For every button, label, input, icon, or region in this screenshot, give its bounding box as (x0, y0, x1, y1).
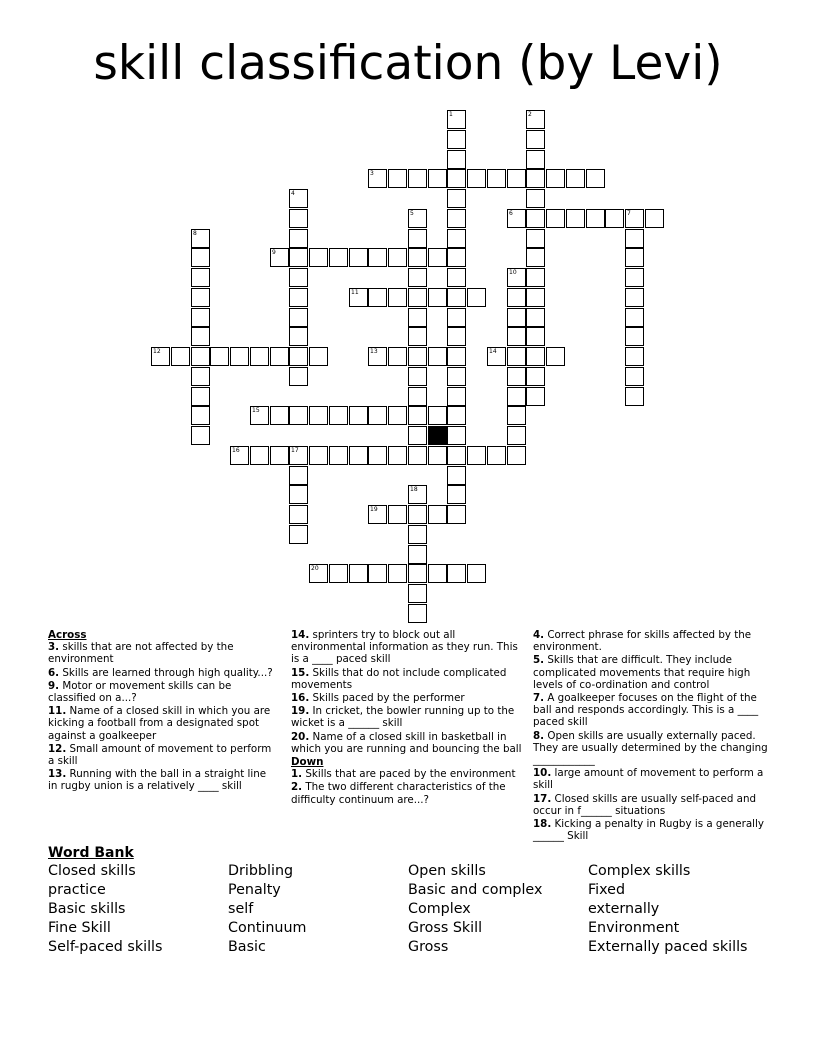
grid-cell[interactable] (507, 367, 526, 386)
grid-cell[interactable] (329, 564, 348, 583)
grid-cell[interactable] (408, 308, 427, 327)
grid-cell[interactable] (309, 446, 328, 465)
clue-number-label: 14. (291, 629, 310, 641)
grid-cell[interactable] (250, 446, 269, 465)
word-bank-entry: Complex (408, 901, 471, 917)
grid-cell[interactable] (289, 525, 308, 544)
grid-cell[interactable] (467, 288, 486, 307)
grid-cell[interactable] (289, 505, 308, 524)
clue-number: 3 (370, 170, 374, 177)
grid-cell[interactable] (230, 347, 249, 366)
word-bank-entry: externally (588, 901, 660, 917)
grid-cell[interactable] (447, 327, 466, 346)
grid-cell[interactable] (289, 446, 308, 465)
grid-cell[interactable] (507, 426, 526, 445)
grid-cell[interactable] (191, 308, 210, 327)
clue-text: Skills paced by the performer (309, 692, 465, 705)
word-bank-entry: self (228, 901, 254, 917)
grid-cell[interactable] (289, 209, 308, 228)
grid-cell[interactable] (408, 209, 427, 228)
grid-cell[interactable] (349, 248, 368, 267)
grid-cell[interactable] (309, 347, 328, 366)
grid-cell[interactable] (230, 446, 249, 465)
grid-cell[interactable] (408, 426, 427, 445)
down-clues-a (291, 768, 523, 806)
clue (48, 667, 278, 679)
clue-number-label: 11. (48, 705, 67, 718)
clue-number-label: 10. (533, 767, 552, 780)
down-clues-b (533, 629, 769, 842)
grid-cell[interactable] (191, 426, 210, 445)
grid-cell[interactable] (349, 406, 368, 425)
clues-column-2 (291, 629, 523, 807)
word-bank-entry: Basic and complex (408, 882, 543, 898)
grid-cell[interactable] (447, 387, 466, 406)
grid-cell[interactable] (191, 347, 210, 366)
grid-cell[interactable] (487, 169, 506, 188)
grid-cell[interactable] (526, 327, 545, 346)
grid-cell[interactable] (408, 347, 427, 366)
grid-cell[interactable] (191, 229, 210, 248)
grid-cell[interactable] (447, 485, 466, 504)
grid-cell[interactable] (191, 327, 210, 346)
grid-cell[interactable] (447, 308, 466, 327)
grid-cell[interactable] (507, 327, 526, 346)
grid-cell[interactable] (447, 406, 466, 425)
grid-cell[interactable] (388, 347, 407, 366)
grid-cell[interactable] (526, 288, 545, 307)
grid-cell[interactable] (408, 268, 427, 287)
grid-cell[interactable] (408, 288, 427, 307)
grid-cell[interactable] (625, 347, 644, 366)
clue-number-label: 3. (48, 641, 60, 654)
grid-cell[interactable] (546, 169, 565, 188)
clue (533, 692, 769, 729)
clue (291, 692, 523, 704)
clue (48, 705, 278, 742)
grid-cell[interactable] (270, 406, 289, 425)
grid-cell[interactable] (447, 505, 466, 524)
clues-column-3 (533, 629, 769, 843)
grid-cell[interactable] (625, 209, 644, 228)
grid-cell[interactable] (625, 268, 644, 287)
grid-cell[interactable] (171, 347, 190, 366)
clue-text: Skills that do not include complicated movements (291, 666, 507, 691)
grid-cell[interactable] (645, 209, 664, 228)
word-bank-column (48, 862, 228, 957)
grid-cell[interactable] (625, 248, 644, 267)
grid-cell[interactable] (526, 387, 545, 406)
clue-text: Kicking a penalty in Rugby is a generally ______ Skill (533, 818, 765, 843)
clue-number: 8 (193, 230, 197, 237)
clue (48, 743, 278, 767)
grid-cell[interactable] (191, 268, 210, 287)
grid-cell[interactable] (507, 387, 526, 406)
grid-cell[interactable] (526, 229, 545, 248)
grid-cell[interactable] (388, 505, 407, 524)
clue-number-label: 17. (533, 792, 552, 805)
word-bank-entry: Fixed (588, 882, 626, 898)
grid-cell[interactable] (368, 347, 387, 366)
grid-cell[interactable] (447, 268, 466, 287)
word-bank-entry: practice (48, 882, 106, 898)
grid-cell[interactable] (507, 268, 526, 287)
grid-cell[interactable] (507, 406, 526, 425)
across-clues-b (291, 629, 523, 755)
clue-number: 9 (272, 249, 276, 256)
clue (533, 767, 769, 791)
grid-cell[interactable] (447, 564, 466, 583)
grid-cell[interactable] (289, 189, 308, 208)
across-heading: Across (48, 629, 87, 641)
clue-text: Small amount of movement to perform a skill (48, 742, 272, 768)
grid-cell[interactable] (428, 169, 447, 188)
clue-number-label: 4. (533, 629, 545, 641)
grid-cell[interactable] (586, 209, 605, 228)
grid-cell[interactable] (467, 169, 486, 188)
grid-cell[interactable] (191, 406, 210, 425)
clue-text: Closed skills are usually self-paced and occur in f______ situations (533, 792, 757, 817)
clue-number: 7 (627, 210, 631, 217)
clue-text: The two different characteristics of the difficulty continuum are...? (291, 781, 506, 806)
clue (291, 781, 523, 805)
grid-cell[interactable] (210, 347, 229, 366)
grid-cell[interactable] (408, 485, 427, 504)
word-bank-entry: Fine Skill (48, 920, 111, 936)
grid-cell[interactable] (289, 308, 308, 327)
clue-number-label: 1. (291, 768, 303, 781)
grid-cell[interactable] (289, 229, 308, 248)
grid-cell[interactable] (428, 347, 447, 366)
clue (291, 731, 523, 755)
grid-cell[interactable] (526, 130, 545, 149)
grid-cell[interactable] (151, 347, 170, 366)
grid-cell[interactable] (467, 446, 486, 465)
grid-cell[interactable] (625, 387, 644, 406)
word-bank-entry: Complex skills (588, 863, 691, 879)
word-bank-entry: Basic skills (48, 901, 126, 917)
grid-cell[interactable] (408, 248, 427, 267)
grid-cell[interactable] (447, 209, 466, 228)
clue-text: Running with the ball in a straight line in rugby union is a relatively ____ skill (48, 768, 267, 793)
grid-cell[interactable] (349, 564, 368, 583)
clue-text: Skills that are paced by the environment (302, 768, 516, 781)
word-bank-entry: Dribbling (228, 863, 294, 879)
clue-number: 5 (410, 210, 414, 217)
grid-cell[interactable] (566, 169, 585, 188)
word-bank-entry: Penalty (228, 882, 281, 898)
clue (48, 680, 278, 704)
grid-cell[interactable] (408, 525, 427, 544)
clue-number: 4 (291, 190, 295, 197)
clue-number: 12 (153, 348, 161, 355)
grid-cell[interactable] (289, 406, 308, 425)
grid-cell[interactable] (625, 308, 644, 327)
clue-text: Name of a closed skill in basketball in which you are running and bouncing the ball (291, 730, 522, 755)
grid-cell[interactable] (586, 169, 605, 188)
grid-cell[interactable] (368, 446, 387, 465)
clue-number: 2 (528, 111, 532, 118)
clue-number-label: 15. (291, 666, 310, 679)
grid-cell[interactable] (388, 248, 407, 267)
grid-cell[interactable] (507, 347, 526, 366)
grid-cell[interactable] (250, 406, 269, 425)
grid-cell[interactable] (507, 209, 526, 228)
grid-cell[interactable] (329, 406, 348, 425)
grid-cell[interactable] (408, 367, 427, 386)
grid-cell[interactable] (289, 485, 308, 504)
grid-cell[interactable] (447, 347, 466, 366)
grid-cell[interactable] (428, 248, 447, 267)
grid-cell[interactable] (428, 564, 447, 583)
clue-text: Correct phrase for skills affected by the environment. (533, 629, 752, 654)
grid-cell[interactable] (408, 387, 427, 406)
grid-cell[interactable] (329, 248, 348, 267)
grid-cell[interactable] (388, 169, 407, 188)
grid-cell[interactable] (289, 288, 308, 307)
clue-number-label: 5. (533, 654, 545, 667)
grid-cell[interactable] (447, 426, 466, 445)
clue-number-label: 16. (291, 692, 310, 705)
grid-cell[interactable] (270, 446, 289, 465)
grid-cell[interactable] (625, 327, 644, 346)
grid-cell[interactable] (289, 327, 308, 346)
grid-cell[interactable] (191, 387, 210, 406)
grid-cell[interactable] (625, 367, 644, 386)
across-clues-a (48, 641, 278, 792)
grid-cell[interactable] (625, 229, 644, 248)
clue-number: 15 (252, 407, 260, 414)
clue-number: 18 (410, 486, 418, 493)
grid-cell[interactable] (408, 446, 427, 465)
clue-number-label: 6. (48, 666, 60, 679)
clue-number: 17 (291, 447, 299, 454)
clue-number-label: 20. (291, 730, 310, 743)
grid-cell[interactable] (447, 130, 466, 149)
grid-cell[interactable] (507, 288, 526, 307)
clue (533, 654, 769, 691)
word-bank-entry: Self-paced skills (48, 939, 163, 955)
grid-cell[interactable] (388, 564, 407, 583)
grid-cell[interactable] (289, 367, 308, 386)
grid-cell[interactable] (526, 110, 545, 129)
grid-cell[interactable] (447, 169, 466, 188)
grid-cell[interactable] (566, 209, 585, 228)
grid-cell[interactable] (526, 248, 545, 267)
grid-cell[interactable] (447, 367, 466, 386)
grid-cell[interactable] (408, 505, 427, 524)
grid-cell[interactable] (428, 406, 447, 425)
grid-cell[interactable] (507, 308, 526, 327)
page-title: skill classification (by Levi) (93, 36, 723, 91)
grid-cell[interactable] (526, 189, 545, 208)
word-bank-entry: Gross Skill (408, 920, 483, 936)
clue-number: 13 (370, 348, 378, 355)
grid-cell[interactable] (447, 189, 466, 208)
word-bank-entry: Environment (588, 920, 680, 936)
clue (533, 818, 769, 842)
clue-number: 10 (509, 269, 517, 276)
grid-cell[interactable] (408, 327, 427, 346)
clue-number: 19 (370, 506, 378, 513)
grid-cell[interactable] (447, 248, 466, 267)
clue (291, 705, 523, 729)
grid-cell[interactable] (447, 466, 466, 485)
grid-cell[interactable] (191, 288, 210, 307)
grid-cell[interactable] (428, 288, 447, 307)
grid-cell[interactable] (487, 446, 506, 465)
grid-cell[interactable] (309, 248, 328, 267)
word-bank-title: Word Bank (48, 845, 134, 861)
grid-cell[interactable] (349, 446, 368, 465)
grid-cell[interactable] (289, 248, 308, 267)
grid-cell[interactable] (191, 248, 210, 267)
clue-text: Open skills are usually externally paced. They are usually determined by the changing ____________ (533, 729, 768, 767)
grid-cell[interactable] (329, 446, 348, 465)
word-bank-entry: Closed skills (48, 863, 136, 879)
clue-text: Skills are learned through high quality...? (59, 666, 273, 679)
word-bank-column (408, 862, 588, 957)
grid-cell[interactable] (507, 446, 526, 465)
grid-cell[interactable] (368, 248, 387, 267)
clue-text: Name of a closed skill in which you are kicking a football from a designated spot against a goalkeeper (48, 705, 271, 742)
grid-cell[interactable] (526, 367, 545, 386)
grid-cell[interactable] (309, 406, 328, 425)
grid-cell[interactable] (546, 347, 565, 366)
grid-cell[interactable] (447, 229, 466, 248)
grid-cell[interactable] (408, 545, 427, 564)
grid-cell[interactable] (526, 347, 545, 366)
grid-cell[interactable] (526, 150, 545, 169)
grid-cell[interactable] (270, 248, 289, 267)
grid-cell[interactable] (388, 406, 407, 425)
grid-cell[interactable] (368, 169, 387, 188)
grid-block (428, 426, 447, 445)
grid-cell[interactable] (546, 209, 565, 228)
grid-cell[interactable] (487, 347, 506, 366)
clue (291, 768, 523, 780)
clue-text: Motor or movement skills can be classified on a...? (48, 679, 232, 705)
grid-cell[interactable] (428, 446, 447, 465)
grid-cell[interactable] (625, 288, 644, 307)
grid-cell[interactable] (526, 169, 545, 188)
clue-number-label: 18. (533, 818, 552, 831)
grid-cell[interactable] (428, 505, 447, 524)
clue-text: skills that are not affected by the environment (48, 641, 234, 666)
grid-cell[interactable] (309, 564, 328, 583)
word-bank-column (228, 862, 408, 957)
clue-number-label: 9. (48, 679, 60, 692)
clue (48, 768, 278, 792)
grid-cell[interactable] (507, 169, 526, 188)
clue-number: 20 (311, 565, 319, 572)
word-bank-entry: Gross (408, 939, 449, 955)
grid-cell[interactable] (289, 268, 308, 287)
word-bank-entry: Continuum (228, 920, 307, 936)
grid-cell[interactable] (447, 288, 466, 307)
down-heading: Down (291, 756, 324, 769)
word-bank-column (588, 862, 768, 957)
grid-cell[interactable] (349, 288, 368, 307)
grid-cell[interactable] (368, 406, 387, 425)
clue-number: 16 (232, 447, 240, 454)
grid-cell[interactable] (447, 446, 466, 465)
clue-number-label: 2. (291, 781, 303, 794)
grid-cell[interactable] (408, 604, 427, 623)
grid-cell[interactable] (526, 308, 545, 327)
clue-number-label: 12. (48, 742, 67, 755)
grid-cell[interactable] (250, 347, 269, 366)
clue-number-label: 19. (291, 705, 310, 718)
grid-cell[interactable] (526, 268, 545, 287)
grid-cell[interactable] (191, 367, 210, 386)
grid-cell[interactable] (368, 564, 387, 583)
clue-number-label: 13. (48, 768, 67, 781)
clue-number-label: 7. (533, 692, 545, 705)
grid-cell[interactable] (388, 288, 407, 307)
grid-cell[interactable] (408, 229, 427, 248)
clue-number: 6 (509, 210, 513, 217)
grid-cell[interactable] (289, 466, 308, 485)
clue-text: sprinters try to block out all environmental information as they run. This is a ____ paced skill (291, 629, 518, 666)
clue-number: 1 (449, 111, 453, 118)
grid-cell[interactable] (388, 446, 407, 465)
grid-cell[interactable] (270, 347, 289, 366)
clue (291, 667, 523, 691)
clue (291, 629, 523, 666)
grid-cell[interactable] (408, 564, 427, 583)
grid-cell[interactable] (368, 505, 387, 524)
clue-text: In cricket, the bowler running up to the wicket is a ______ skill (291, 705, 515, 730)
grid-cell[interactable] (408, 169, 427, 188)
word-bank-entry: Open skills (408, 863, 486, 879)
word-bank-entry: Externally paced skills (588, 939, 748, 955)
clue-text: A goalkeeper focuses on the flight of the ball and responds accordingly. This is a ____ paced skill (533, 692, 759, 729)
grid-cell[interactable] (368, 288, 387, 307)
grid-cell[interactable] (526, 209, 545, 228)
clue-number: 14 (489, 348, 497, 355)
clue (533, 629, 769, 653)
clue (48, 641, 278, 665)
clue-number: 11 (351, 289, 359, 296)
clues-column-1 (48, 629, 278, 794)
grid-cell[interactable] (408, 584, 427, 603)
clue (533, 793, 769, 817)
grid-cell[interactable] (408, 406, 427, 425)
clue-text: large amount of movement to perform a skill (533, 767, 764, 792)
clue (533, 730, 769, 767)
grid-cell[interactable] (447, 110, 466, 129)
clue-number-label: 8. (533, 729, 545, 742)
word-bank-entry: Basic (228, 939, 266, 955)
grid-cell[interactable] (605, 209, 624, 228)
grid-cell[interactable] (467, 564, 486, 583)
grid-cell[interactable] (447, 150, 466, 169)
clue-text: Skills that are difficult. They include complicated movements that require high levels of co-ordination and control (533, 654, 751, 691)
grid-cell[interactable] (289, 347, 308, 366)
